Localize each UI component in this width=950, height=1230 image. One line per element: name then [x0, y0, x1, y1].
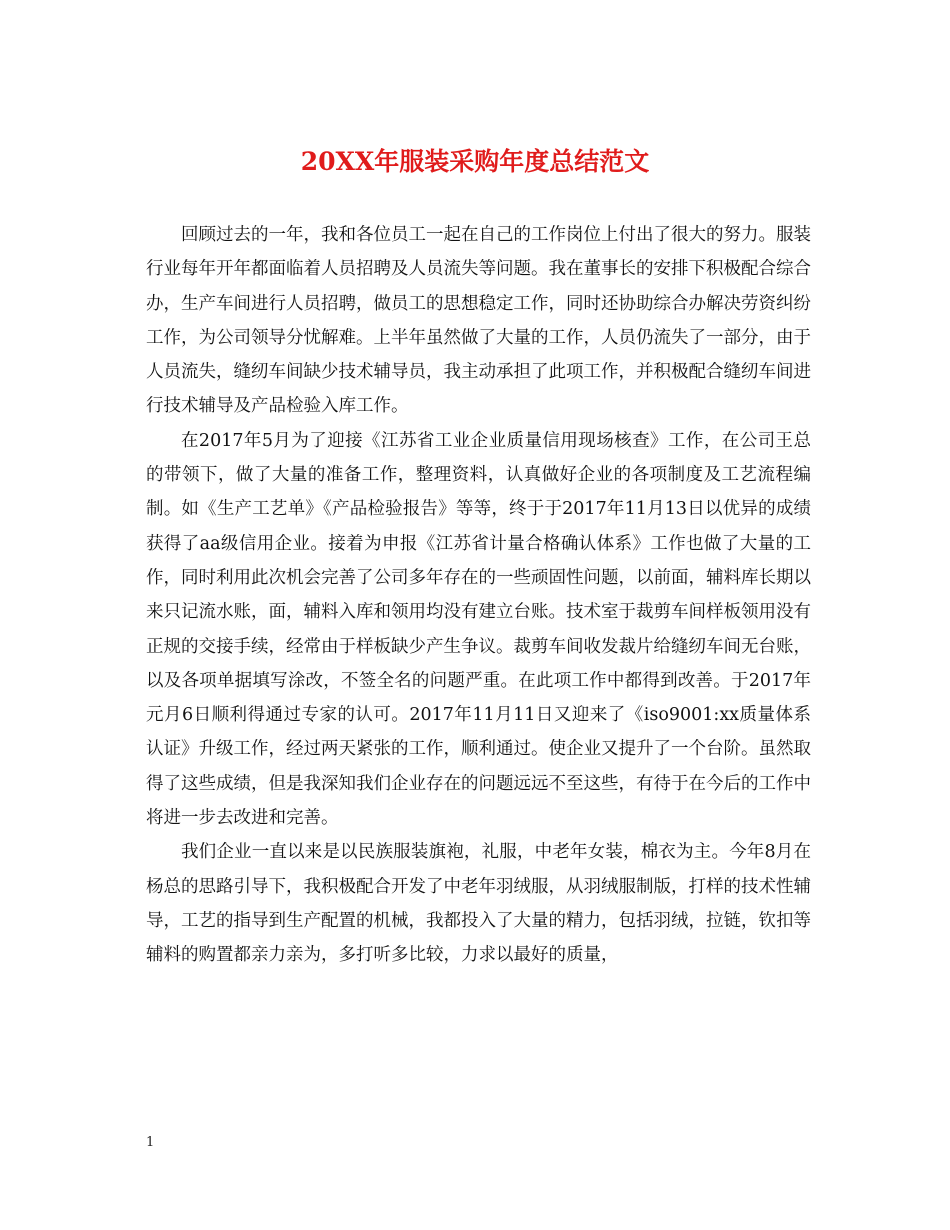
page-number: 1: [146, 1135, 155, 1150]
document-title: 20XX年服装采购年度总结范文: [300, 147, 650, 176]
paragraph: 在2017年5月为了迎接《江苏省工业企业质量信用现场核查》工作，在公司王总的带领下，做了大量的准备工作，整理资料，认真做好企业的各项制度及工艺流程编制。如《生产工艺单》《产品检验报告》等等，终于于2017年11月13日以优异的成绩获得了aa级信用企业。接着为申报《江苏省计量合格确认体系》工作也做了大量的工作，同时利用此次机会完善了公司多年存在的一些顽固性问题，以前面，辅料库长期以来只记流水账，面，辅料入库和领用均没有建立台账。技术室于裁剪车间样板领用没有正规的交接手续，经常由于样板缺少产生争议。裁剪车间收发裁片给缝纫车间无台账，以及各项单据填写涂改，不签全名的问题严重。在此项工作中都得到改善。于2017年元月6日顺利得通过专家的认可。2017年11月11日又迎来了《iso9001:xx质量体系认证》升级工作，经过两天紧张的工作，顺利通过。使企业又提升了一个台阶。虽然取得了这些成绩，但是我深知我们企业存在的问题远远不至这些，有待于在今后的工作中将进一步去改进和完善。: [146, 430, 811, 829]
paragraph: 我们企业一直以来是以民族服装旗袍，礼服，中老年女装，棉衣为主。今年8月在杨总的思路引导下，我积极配合开发了中老年羽绒服，从羽绒服制版，打样的技术性辅导，工艺的指导到生产配置的机械，我都投入了大量的精力，包括羽绒，拉链，钦扣等辅料的购置都亲力亲为，多打听多比较，力求以最好的质量，: [146, 842, 811, 966]
document-body: [146, 218, 811, 973]
paragraph: 回顾过去的一年，我和各位员工一起在自己的工作岗位上付出了很大的努力。服装行业每年开年都面临着人员招聘及人员流失等问题。我在董事长的安排下积极配合综合办，生产车间进行人员招聘，做员工的思想稳定工作，同时还协助综合办解决劳资纠纷工作，为公司领导分忧解难。上半年虽然做了大量的工作，人员仍流失了一部分，由于人员流失，缝纫车间缺少技术辅导员，我主动承担了此项工作，并积极配合缝纫车间进行技术辅导及产品检验入库工作。: [146, 225, 811, 417]
